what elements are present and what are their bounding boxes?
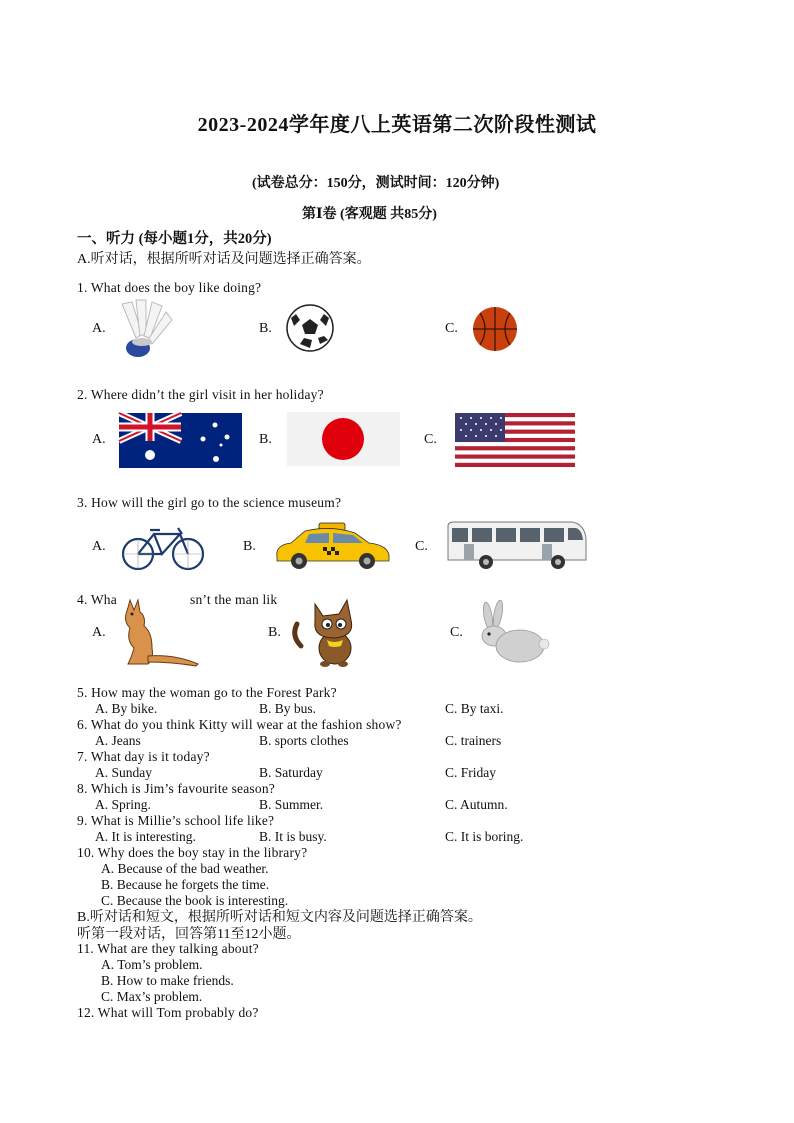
page-title: 2023-2024学年度八上英语第二次阶段性测试 [197,114,597,136]
option-c: C. trainers [445,733,502,748]
section-a-instruction: A.听对话，根据所听对话及问题选择正确答案。 [77,252,371,267]
option-label: B. [259,321,272,336]
option-b: B. sports clothes [259,733,349,748]
option-b: B. Saturday [259,765,323,780]
question-3: 3. How will the girl go to the science museum? [77,495,342,510]
option-c: C. Autumn. [445,797,508,812]
option-label: A. [92,432,106,447]
option-b: B. How to make friends. [101,973,234,988]
option-label: B. [243,539,256,554]
question-4-end: sn’t the man lik [190,592,278,607]
question-9: 9. What is Millie’s school life like? [77,813,275,828]
question-4-start: 4. Wha [77,592,117,607]
option-label: B. [268,625,281,640]
option-c: C. Because the book is interesting. [101,893,289,908]
option-label: A. [92,321,106,336]
section-b-sub-instruction: 听第一段对话，回答第11至12小题。 [77,927,301,942]
question-5: 5. How may the woman go to the Forest Park? [77,685,337,700]
option-b: B. Because he forgets the time. [101,877,270,892]
option-b: B. It is busy. [259,829,327,844]
option-a: A. Jeans [95,733,141,748]
japan-flag-icon [287,412,400,466]
kangaroo-icon [118,596,200,668]
cat-icon [291,596,363,668]
option-c: C. It is boring. [445,829,524,844]
taxi-icon [271,521,393,571]
option-c: C. Max’s problem. [101,989,203,1004]
option-a: A. Spring. [95,797,151,812]
question-7: 7. What day is it today? [77,749,210,764]
option-c: C. Friday [445,765,497,780]
question-2: 2. Where didn’t the girl visit in her holiday? [77,387,324,402]
australia-flag-icon [119,413,242,468]
section-b-instruction: B.听对话和短文，根据所听对话和短文内容及问题选择正确答案。 [77,910,482,925]
question-6: 6. What do you think Kitty will wear at the fashion show? [77,717,402,732]
soccer-ball-icon [286,304,334,352]
option-b: B. By bus. [259,701,317,716]
exam-info: (试卷总分：150分，测试时间：120分钟) [252,176,500,191]
part-heading: 第Ⅰ卷 (客观题 共85分) [302,207,437,222]
option-label: B. [259,432,272,447]
option-a: A. Because of the bad weather. [101,861,269,876]
option-label: A. [92,539,106,554]
usa-flag-icon [455,413,575,467]
option-a: A. Tom’s problem. [101,957,203,972]
bus-icon [446,520,587,572]
option-label: C. [415,539,428,554]
option-label: C. [424,432,437,447]
bicycle-icon [120,522,206,572]
option-label: C. [450,625,463,640]
badminton-shuttlecock-icon [114,298,176,360]
option-b: B. Summer. [259,797,324,812]
option-label: C. [445,321,458,336]
option-a: A. It is interesting. [95,829,196,844]
question-10: 10. Why does the boy stay in the library? [77,845,308,860]
rabbit-icon [474,600,550,664]
basketball-icon [472,306,518,352]
question-8: 8. Which is Jim’s favourite season? [77,781,275,796]
question-12: 12. What will Tom probably do? [77,1005,259,1020]
option-a: A. By bike. [95,701,158,716]
question-11: 11. What are they talking about? [77,941,259,956]
option-c: C. By taxi. [445,701,504,716]
section-heading-listening: 一、听力 (每小题1分，共20分) [77,231,272,247]
question-1: 1. What does the boy like doing? [77,280,262,295]
option-label: A. [92,625,106,640]
option-a: A. Sunday [95,765,152,780]
